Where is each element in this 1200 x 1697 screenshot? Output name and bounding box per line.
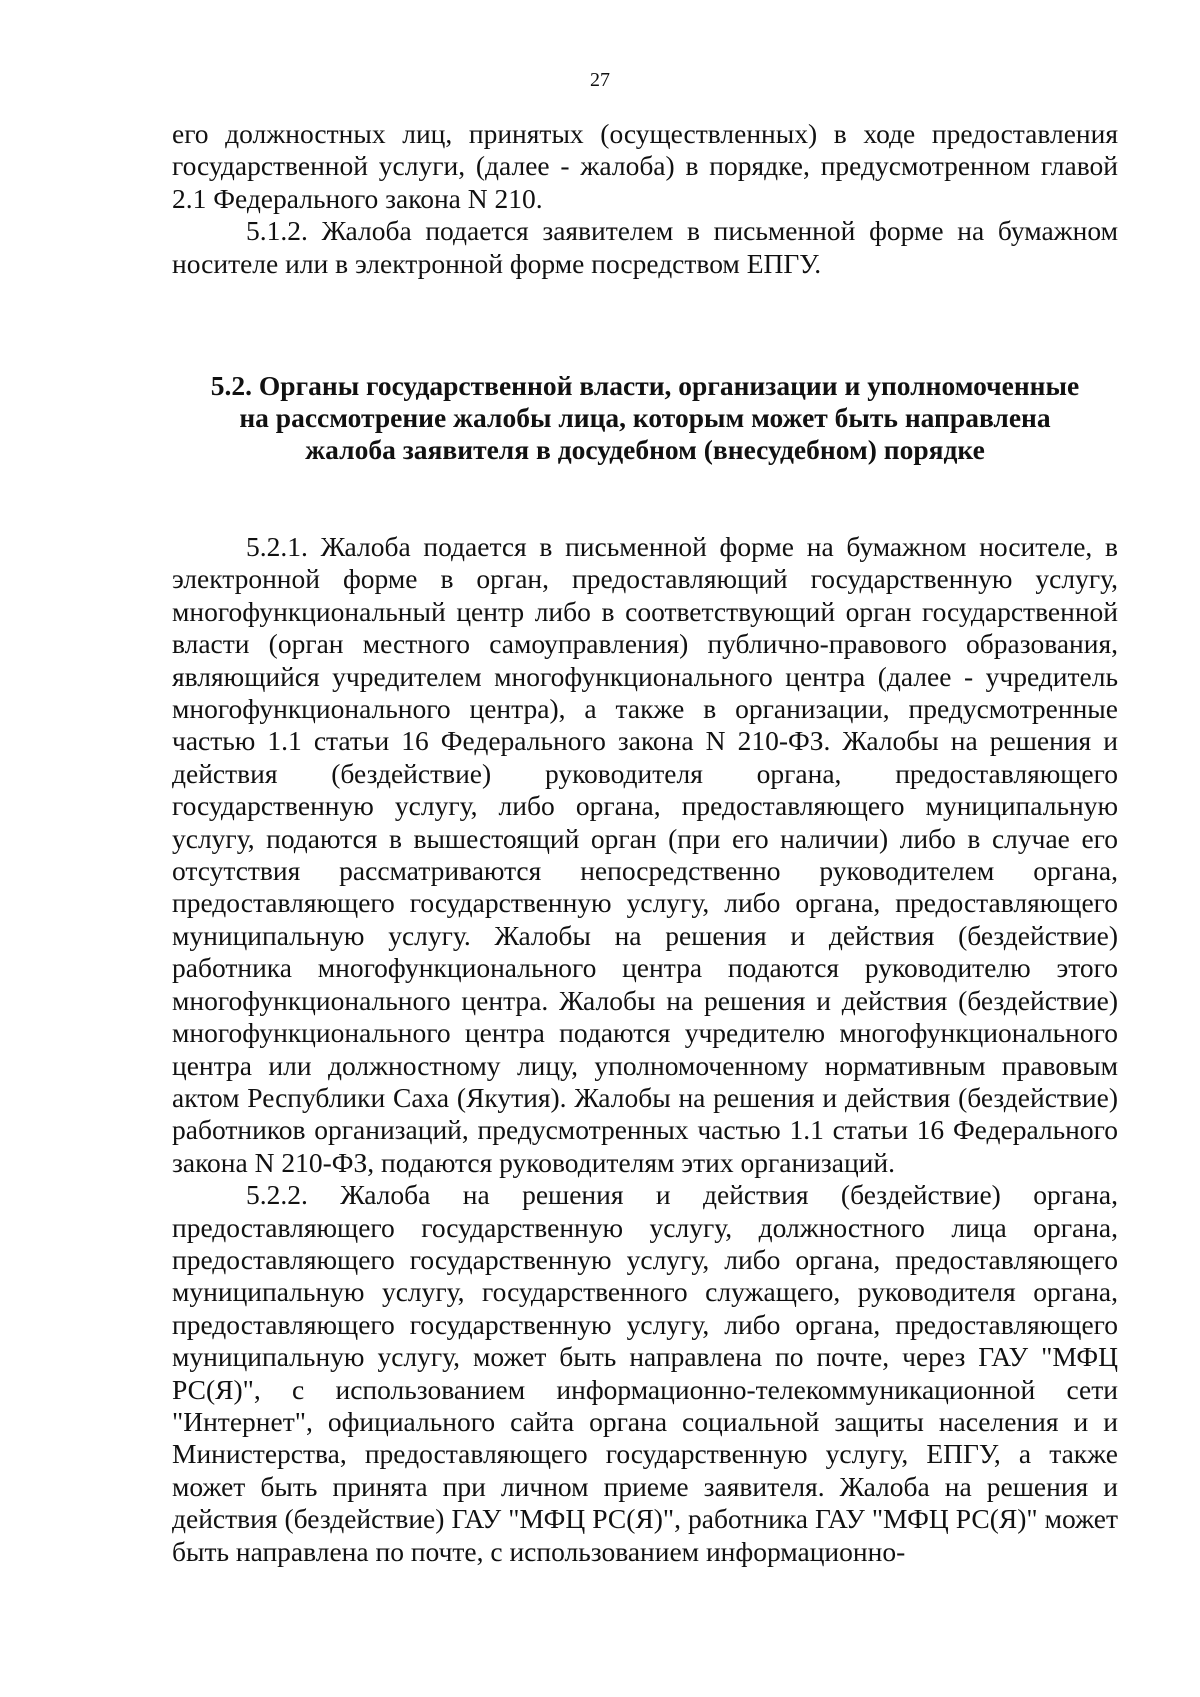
section-heading-5-2 bbox=[172, 370, 1118, 466]
heading-line: жалоба заявителя в досудебном (внесудебном) порядке bbox=[305, 434, 985, 465]
paragraph-continuation: его должностных лиц, принятых (осуществленных) в ходе предоставления государственной услуги, (далее - жалоба) в порядке, предусмотренном главой 2.1 Федерального закона N 210. bbox=[172, 118, 1118, 214]
paragraph-5-1-2: 5.1.2. Жалоба подается заявителем в письменной форме на бумажном носителе или в электронной форме посредством ЕПГУ. bbox=[172, 215, 1118, 279]
document-text-main bbox=[172, 531, 1118, 1568]
paragraph-5-2-2: 5.2.2. Жалоба на решения и действия (бездействие) органа, предоставляющего государственную услугу, должностного лица органа, предоставляющего государственную услугу, либо органа, предоставляющего муниципальную услугу, государственного служащего, руководителя органа, предоставляющего государственную услугу, либо органа, предоставляющего муниципальную услугу, может быть направлена по почте, через ГАУ "МФЦ РС(Я)", с использованием информационно-телекоммуникационной сети "Интернет", официального сайта органа социальной защиты населения и и Министерства, предоставляющего государственную услугу, ЕПГУ, а также может быть принята при личном приеме заявителя. Жалоба на решения и действия (бездействие) ГАУ "МФЦ РС(Я)", работника ГАУ "МФЦ РС(Я)" может быть направлена по почте, с использованием информационно- bbox=[172, 1179, 1118, 1567]
page-number: 27 bbox=[590, 69, 610, 91]
heading-line: 5.2. Органы государственной власти, организации и уполномоченные bbox=[210, 370, 1080, 401]
heading-line: на рассмотрение жалобы лица, которым может быть направлена bbox=[239, 402, 1051, 433]
paragraph-5-2-1: 5.2.1. Жалоба подается в письменной форме на бумажном носителе, в электронной форме в орган, предоставляющий государственную услугу, многофункциональный центр либо в соответствующий орган государственной власти (орган местного самоуправления) публично-правового образования, являющийся учредителем многофункционального центра (далее - учредитель многофункционального центра), а также в организации, предусмотренные частью 1.1 статьи 16 Федерального закона N 210-ФЗ. Жалобы на решения и действия (бездействие) руководителя органа, предоставляющего государственную услугу, либо органа, предоставляющего муниципальную услугу, подаются в вышестоящий орган (при его наличии) либо в случае его отсутствия рассматриваются непосредственно руководителем органа, предоставляющего государственную услугу, либо органа, предоставляющего муниципальную услугу. Жалобы на решения и действия (бездействие) работника многофункционального центра подаются руководителю этого многофункционального центра. Жалобы на решения и действия (бездействие) многофункционального центра подаются учредителю многофункционального центра или должностному лицу, уполномоченному нормативным правовым актом Республики Саха (Якутия). Жалобы на решения и действия (бездействие) работников организаций, предусмотренных частью 1.1 статьи 16 Федерального закона N 210-ФЗ, подаются руководителям этих организаций. bbox=[172, 531, 1118, 1178]
document-text-top bbox=[172, 118, 1118, 280]
